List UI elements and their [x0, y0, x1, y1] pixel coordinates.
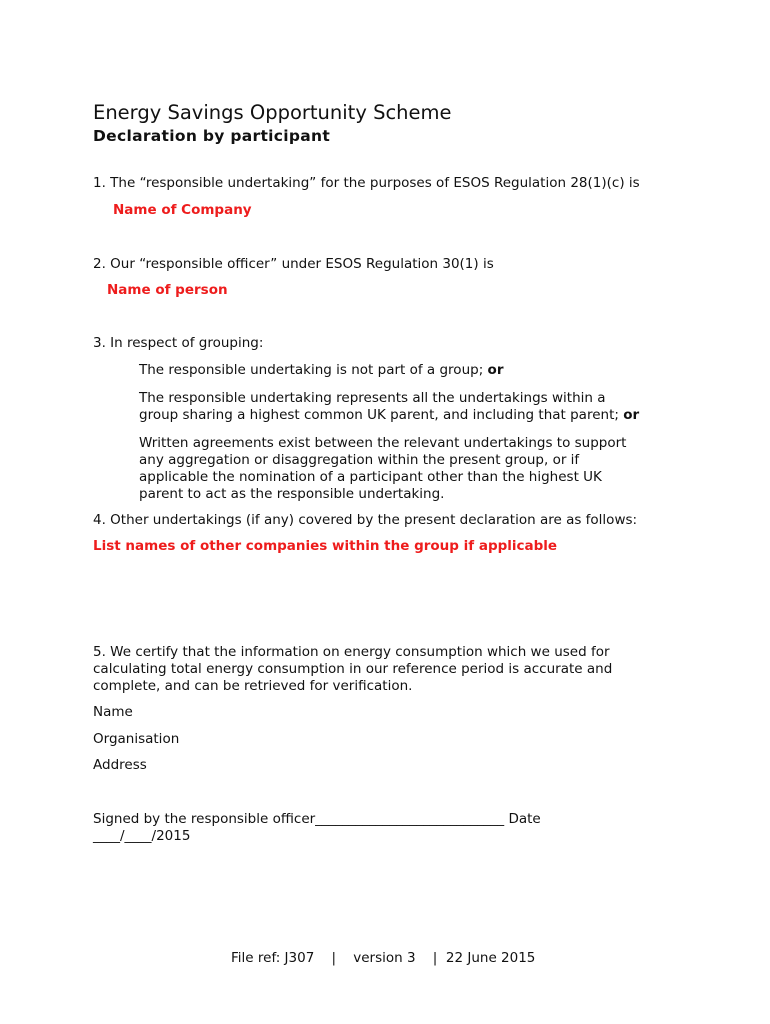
- company-name-placeholder[interactable]: Name of Company: [113, 202, 252, 218]
- footer-separator-2: |: [432, 950, 438, 966]
- group-option-2-label: group sharing a highest common UK parent, and including that parent;: [139, 407, 619, 423]
- group-option-1-or: or: [487, 362, 504, 378]
- footer-file-ref: File ref: J307: [231, 950, 315, 966]
- item-4-text: 4. Other undertakings (if any) covered by the present declaration are as follows:: [93, 512, 638, 528]
- item-5-line-2: calculating total energy consumption in our reference period is accurate and: [93, 661, 613, 677]
- document-subtitle: Declaration by participant: [93, 127, 331, 145]
- group-option-3-line-3: applicable the nomination of a participant other than the highest UK: [139, 469, 602, 485]
- group-option-3-line-2: any aggregation or disaggregation within the present group, or if: [139, 452, 580, 468]
- group-option-1-text: [139, 362, 503, 379]
- address-field-label: Address: [93, 757, 147, 773]
- item-3-text: 3. In respect of grouping:: [93, 335, 264, 351]
- group-option-2-line-2: [139, 407, 639, 424]
- group-option-1-label: The responsible undertaking is not part of a group;: [139, 362, 484, 378]
- item-5-line-3: complete, and can be retrieved for verification.: [93, 678, 413, 694]
- footer-date: 22 June 2015: [445, 950, 536, 966]
- footer: [231, 950, 535, 967]
- name-field-label: Name: [93, 704, 133, 720]
- group-option-3-line-1: Written agreements exist between the relevant undertakings to support: [139, 435, 627, 451]
- footer-separator-1: |: [331, 950, 337, 966]
- other-companies-placeholder[interactable]: List names of other companies within the group if applicable: [93, 538, 558, 554]
- group-option-3-line-4: parent to act as the responsible undertaking.: [139, 486, 445, 502]
- document-title: Energy Savings Opportunity Scheme: [93, 101, 452, 124]
- organisation-field-label: Organisation: [93, 731, 180, 747]
- footer-version: version 3: [353, 950, 416, 966]
- item-2-text: 2. Our “responsible officer” under ESOS Regulation 30(1) is: [93, 256, 494, 272]
- item-1-text: 1. The “responsible undertaking” for the purposes of ESOS Regulation 28(1)(c) is: [93, 175, 640, 191]
- item-5-line-1: 5. We certify that the information on energy consumption which we used for: [93, 644, 610, 660]
- person-name-placeholder[interactable]: Name of person: [107, 282, 228, 298]
- group-option-2-line-1: The responsible undertaking represents all the undertakings within a: [139, 390, 606, 406]
- group-option-2-or: or: [623, 407, 640, 423]
- signature-line: Signed by the responsible officer____________________________ Date: [93, 811, 541, 827]
- signature-date-line: ____/____/2015: [93, 828, 191, 844]
